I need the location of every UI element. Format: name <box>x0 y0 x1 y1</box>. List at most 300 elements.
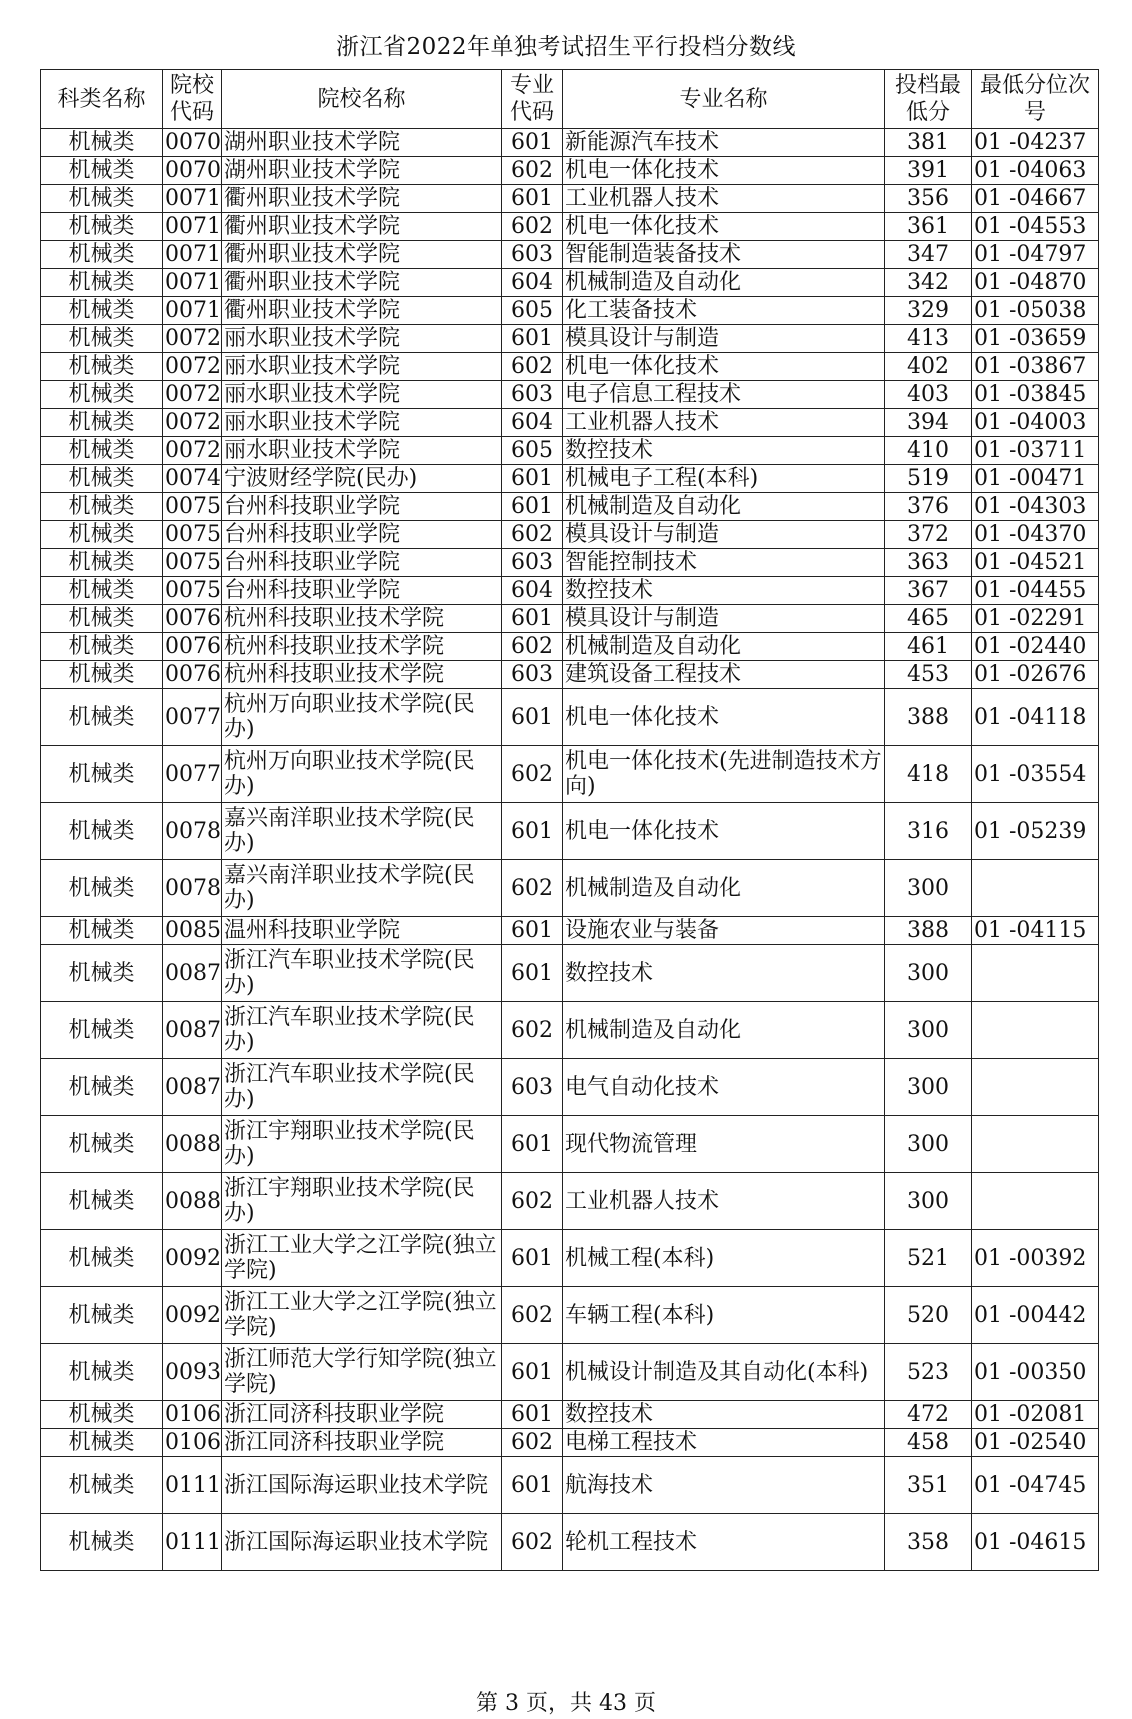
cell-major-name: 数控技术 <box>563 945 885 1002</box>
cell-school-name: 湖州职业技术学院 <box>222 157 502 185</box>
cell-min-rank: 01 -03659 <box>972 325 1099 353</box>
cell-min-rank: 01 -04870 <box>972 269 1099 297</box>
cell-major-name: 工业机器人技术 <box>563 409 885 437</box>
cell-category: 机械类 <box>41 353 163 381</box>
cell-school-code: 0088 <box>163 1173 222 1230</box>
cell-school-code: 0072 <box>163 353 222 381</box>
cell-category: 机械类 <box>41 1230 163 1287</box>
cell-major-name: 化工装备技术 <box>563 297 885 325</box>
cell-category: 机械类 <box>41 437 163 465</box>
cell-major-code: 602 <box>502 633 563 661</box>
cell-major-name: 数控技术 <box>563 437 885 465</box>
cell-school-name: 衢州职业技术学院 <box>222 241 502 269</box>
cell-major-code: 601 <box>502 917 563 945</box>
cell-category: 机械类 <box>41 493 163 521</box>
cell-school-name: 杭州万向职业技术学院(民办) <box>222 689 502 746</box>
cell-min-score: 363 <box>885 549 972 577</box>
cell-major-name: 智能控制技术 <box>563 549 885 577</box>
cell-major-code: 602 <box>502 1002 563 1059</box>
cell-min-rank: 01 -05038 <box>972 297 1099 325</box>
cell-school-code: 0092 <box>163 1230 222 1287</box>
cell-school-name: 湖州职业技术学院 <box>222 129 502 157</box>
cell-major-name: 新能源汽车技术 <box>563 129 885 157</box>
cell-major-name: 机械工程(本科) <box>563 1230 885 1287</box>
cell-min-rank: 01 -00392 <box>972 1230 1099 1287</box>
cell-school-code: 0075 <box>163 549 222 577</box>
cell-major-code: 602 <box>502 521 563 549</box>
table-row <box>41 746 1099 803</box>
cell-category: 机械类 <box>41 605 163 633</box>
cell-major-code: 601 <box>502 1116 563 1173</box>
cell-major-code: 604 <box>502 269 563 297</box>
cell-major-name: 机电一体化技术 <box>563 157 885 185</box>
cell-school-code: 0087 <box>163 1059 222 1116</box>
cell-min-rank: 01 -05239 <box>972 803 1099 860</box>
cell-school-name: 宁波财经学院(民办) <box>222 465 502 493</box>
cell-school-name: 台州科技职业学院 <box>222 493 502 521</box>
cell-category: 机械类 <box>41 577 163 605</box>
cell-school-code: 0076 <box>163 661 222 689</box>
cell-category: 机械类 <box>41 157 163 185</box>
table-row <box>41 1173 1099 1230</box>
table-body <box>41 129 1099 1571</box>
cell-min-rank: 01 -04237 <box>972 129 1099 157</box>
score-table <box>40 69 1099 1571</box>
cell-school-name: 杭州科技职业技术学院 <box>222 605 502 633</box>
cell-min-score: 403 <box>885 381 972 409</box>
cell-major-name: 数控技术 <box>563 577 885 605</box>
cell-min-score: 388 <box>885 689 972 746</box>
cell-min-score: 300 <box>885 1002 972 1059</box>
cell-min-score: 391 <box>885 157 972 185</box>
cell-min-score: 394 <box>885 409 972 437</box>
cell-category: 机械类 <box>41 409 163 437</box>
cell-min-rank: 01 -04118 <box>972 689 1099 746</box>
cell-major-code: 603 <box>502 661 563 689</box>
cell-major-name: 机械制造及自动化 <box>563 269 885 297</box>
cell-category: 机械类 <box>41 1287 163 1344</box>
cell-category: 机械类 <box>41 381 163 409</box>
cell-min-rank: 01 -03867 <box>972 353 1099 381</box>
cell-school-name: 浙江同济科技职业学院 <box>222 1401 502 1429</box>
table-row <box>41 1457 1099 1514</box>
cell-min-score: 381 <box>885 129 972 157</box>
cell-min-score: 316 <box>885 803 972 860</box>
cell-major-name: 工业机器人技术 <box>563 185 885 213</box>
cell-school-code: 0087 <box>163 945 222 1002</box>
cell-major-name: 轮机工程技术 <box>563 1514 885 1571</box>
cell-major-code: 601 <box>502 1457 563 1514</box>
header-major-code: 专业代码 <box>502 70 563 129</box>
cell-major-code: 602 <box>502 353 563 381</box>
cell-school-name: 嘉兴南洋职业技术学院(民办) <box>222 860 502 917</box>
cell-school-name: 丽水职业技术学院 <box>222 437 502 465</box>
cell-school-code: 0088 <box>163 1116 222 1173</box>
cell-min-rank: 01 -04455 <box>972 577 1099 605</box>
table-row <box>41 409 1099 437</box>
cell-major-name: 机械制造及自动化 <box>563 633 885 661</box>
cell-major-code: 603 <box>502 381 563 409</box>
cell-school-name: 浙江工业大学之江学院(独立学院) <box>222 1287 502 1344</box>
cell-school-code: 0075 <box>163 493 222 521</box>
cell-major-code: 601 <box>502 1230 563 1287</box>
cell-min-score: 372 <box>885 521 972 549</box>
cell-category: 机械类 <box>41 860 163 917</box>
cell-school-code: 0072 <box>163 437 222 465</box>
cell-school-name: 浙江工业大学之江学院(独立学院) <box>222 1230 502 1287</box>
cell-category: 机械类 <box>41 746 163 803</box>
table-row <box>41 465 1099 493</box>
cell-major-name: 数控技术 <box>563 1401 885 1429</box>
cell-category: 机械类 <box>41 1457 163 1514</box>
cell-category: 机械类 <box>41 213 163 241</box>
cell-min-rank: 01 -00350 <box>972 1344 1099 1401</box>
cell-major-name: 设施农业与装备 <box>563 917 885 945</box>
cell-school-code: 0106 <box>163 1429 222 1457</box>
cell-school-name: 浙江师范大学行知学院(独立学院) <box>222 1344 502 1401</box>
cell-major-code: 604 <box>502 409 563 437</box>
cell-school-code: 0072 <box>163 409 222 437</box>
table-row <box>41 1401 1099 1429</box>
table-row <box>41 689 1099 746</box>
cell-category: 机械类 <box>41 521 163 549</box>
cell-min-rank: 01 -00442 <box>972 1287 1099 1344</box>
cell-major-code: 601 <box>502 945 563 1002</box>
table-row <box>41 633 1099 661</box>
cell-min-rank <box>972 1059 1099 1116</box>
cell-school-name: 浙江国际海运职业技术学院 <box>222 1514 502 1571</box>
cell-min-score: 351 <box>885 1457 972 1514</box>
cell-min-score: 367 <box>885 577 972 605</box>
cell-school-code: 0072 <box>163 381 222 409</box>
cell-min-score: 300 <box>885 860 972 917</box>
table-row <box>41 1514 1099 1571</box>
cell-min-score: 413 <box>885 325 972 353</box>
cell-min-score: 523 <box>885 1344 972 1401</box>
table-row <box>41 213 1099 241</box>
cell-major-name: 机械设计制造及其自动化(本科) <box>563 1344 885 1401</box>
cell-min-rank: 01 -03554 <box>972 746 1099 803</box>
cell-major-code: 601 <box>502 605 563 633</box>
header-school-name: 院校名称 <box>222 70 502 129</box>
cell-min-score: 519 <box>885 465 972 493</box>
cell-min-score: 300 <box>885 1059 972 1116</box>
cell-school-code: 0072 <box>163 325 222 353</box>
cell-school-code: 0076 <box>163 605 222 633</box>
cell-school-name: 台州科技职业学院 <box>222 577 502 605</box>
cell-school-name: 衢州职业技术学院 <box>222 269 502 297</box>
cell-school-name: 衢州职业技术学院 <box>222 297 502 325</box>
cell-major-name: 机电一体化技术 <box>563 689 885 746</box>
cell-category: 机械类 <box>41 129 163 157</box>
cell-school-code: 0071 <box>163 185 222 213</box>
cell-min-rank: 01 -04370 <box>972 521 1099 549</box>
table-row <box>41 1344 1099 1401</box>
table-row <box>41 1429 1099 1457</box>
cell-school-name: 浙江同济科技职业学院 <box>222 1429 502 1457</box>
cell-major-code: 601 <box>502 325 563 353</box>
cell-major-name: 工业机器人技术 <box>563 1173 885 1230</box>
cell-school-code: 0077 <box>163 689 222 746</box>
table-row <box>41 1116 1099 1173</box>
cell-min-rank: 01 -02676 <box>972 661 1099 689</box>
cell-school-name: 衢州职业技术学院 <box>222 213 502 241</box>
table-row <box>41 129 1099 157</box>
cell-school-code: 0111 <box>163 1514 222 1571</box>
cell-school-name: 杭州科技职业技术学院 <box>222 633 502 661</box>
cell-min-score: 458 <box>885 1429 972 1457</box>
cell-min-score: 358 <box>885 1514 972 1571</box>
table-row <box>41 661 1099 689</box>
cell-school-code: 0106 <box>163 1401 222 1429</box>
cell-major-code: 603 <box>502 241 563 269</box>
cell-school-name: 台州科技职业学院 <box>222 549 502 577</box>
table-row <box>41 297 1099 325</box>
cell-category: 机械类 <box>41 1059 163 1116</box>
page-footer: 第 3 页，共 43 页 <box>476 1691 656 1716</box>
cell-min-score: 300 <box>885 1173 972 1230</box>
cell-major-name: 航海技术 <box>563 1457 885 1514</box>
cell-min-score: 521 <box>885 1230 972 1287</box>
cell-category: 机械类 <box>41 1429 163 1457</box>
cell-major-name: 机电一体化技术(先进制造技术方向) <box>563 746 885 803</box>
cell-category: 机械类 <box>41 269 163 297</box>
cell-school-name: 杭州万向职业技术学院(民办) <box>222 746 502 803</box>
cell-school-code: 0071 <box>163 213 222 241</box>
cell-min-score: 520 <box>885 1287 972 1344</box>
cell-min-score: 300 <box>885 1116 972 1173</box>
cell-category: 机械类 <box>41 689 163 746</box>
cell-major-code: 602 <box>502 1429 563 1457</box>
cell-min-score: 361 <box>885 213 972 241</box>
cell-category: 机械类 <box>41 297 163 325</box>
cell-school-code: 0078 <box>163 860 222 917</box>
cell-major-name: 电梯工程技术 <box>563 1429 885 1457</box>
cell-major-code: 601 <box>502 185 563 213</box>
cell-school-code: 0093 <box>163 1344 222 1401</box>
table-row <box>41 269 1099 297</box>
cell-major-name: 模具设计与制造 <box>563 521 885 549</box>
cell-major-name: 机械制造及自动化 <box>563 493 885 521</box>
cell-category: 机械类 <box>41 1002 163 1059</box>
cell-min-rank: 01 -04003 <box>972 409 1099 437</box>
cell-school-name: 浙江宇翔职业技术学院(民办) <box>222 1116 502 1173</box>
cell-min-score: 472 <box>885 1401 972 1429</box>
cell-major-name: 机电一体化技术 <box>563 213 885 241</box>
cell-min-rank <box>972 1173 1099 1230</box>
cell-school-name: 杭州科技职业技术学院 <box>222 661 502 689</box>
cell-major-name: 建筑设备工程技术 <box>563 661 885 689</box>
cell-category: 机械类 <box>41 465 163 493</box>
cell-school-name: 浙江汽车职业技术学院(民办) <box>222 1002 502 1059</box>
cell-school-name: 台州科技职业学院 <box>222 521 502 549</box>
cell-min-rank: 01 -03711 <box>972 437 1099 465</box>
header-min-rank: 最低分位次号 <box>972 70 1099 129</box>
cell-school-code: 0071 <box>163 269 222 297</box>
cell-min-rank: 01 -04615 <box>972 1514 1099 1571</box>
cell-school-name: 丽水职业技术学院 <box>222 409 502 437</box>
cell-min-rank: 01 -04521 <box>972 549 1099 577</box>
cell-category: 机械类 <box>41 549 163 577</box>
cell-major-code: 602 <box>502 213 563 241</box>
cell-major-name: 模具设计与制造 <box>563 605 885 633</box>
cell-school-code: 0085 <box>163 917 222 945</box>
cell-school-code: 0092 <box>163 1287 222 1344</box>
cell-min-score: 453 <box>885 661 972 689</box>
cell-min-rank: 01 -04115 <box>972 917 1099 945</box>
table-row <box>41 577 1099 605</box>
cell-category: 机械类 <box>41 1344 163 1401</box>
table-row <box>41 437 1099 465</box>
cell-school-code: 0075 <box>163 521 222 549</box>
cell-category: 机械类 <box>41 1173 163 1230</box>
cell-major-name: 现代物流管理 <box>563 1116 885 1173</box>
cell-category: 机械类 <box>41 803 163 860</box>
table-row <box>41 325 1099 353</box>
page-title: 浙江省2022年单独考试招生平行投档分数线 <box>335 34 797 60</box>
cell-school-code: 0074 <box>163 465 222 493</box>
cell-school-name: 浙江汽车职业技术学院(民办) <box>222 1059 502 1116</box>
cell-min-rank: 01 -04303 <box>972 493 1099 521</box>
cell-major-code: 601 <box>502 1401 563 1429</box>
cell-school-code: 0075 <box>163 577 222 605</box>
cell-school-name: 嘉兴南洋职业技术学院(民办) <box>222 803 502 860</box>
header-row <box>41 70 1099 129</box>
cell-school-code: 0070 <box>163 157 222 185</box>
cell-min-score: 418 <box>885 746 972 803</box>
cell-major-code: 603 <box>502 1059 563 1116</box>
cell-min-score: 410 <box>885 437 972 465</box>
cell-major-code: 603 <box>502 549 563 577</box>
cell-major-code: 602 <box>502 860 563 917</box>
cell-min-rank: 01 -04745 <box>972 1457 1099 1514</box>
cell-category: 机械类 <box>41 241 163 269</box>
header-category: 科类名称 <box>41 70 163 129</box>
table-row <box>41 157 1099 185</box>
cell-school-name: 丽水职业技术学院 <box>222 325 502 353</box>
cell-major-code: 602 <box>502 1287 563 1344</box>
table-row <box>41 917 1099 945</box>
cell-major-name: 模具设计与制造 <box>563 325 885 353</box>
table-row <box>41 241 1099 269</box>
table-row <box>41 1002 1099 1059</box>
cell-category: 机械类 <box>41 325 163 353</box>
cell-min-rank <box>972 860 1099 917</box>
header-major-name: 专业名称 <box>563 70 885 129</box>
cell-category: 机械类 <box>41 945 163 1002</box>
cell-major-code: 602 <box>502 157 563 185</box>
cell-min-rank: 01 -04797 <box>972 241 1099 269</box>
cell-major-code: 601 <box>502 803 563 860</box>
cell-school-code: 0070 <box>163 129 222 157</box>
cell-major-name: 车辆工程(本科) <box>563 1287 885 1344</box>
cell-min-rank <box>972 945 1099 1002</box>
table-row <box>41 381 1099 409</box>
cell-major-code: 605 <box>502 297 563 325</box>
table-row <box>41 1059 1099 1116</box>
cell-school-name: 丽水职业技术学院 <box>222 381 502 409</box>
cell-major-code: 602 <box>502 1514 563 1571</box>
table-row <box>41 860 1099 917</box>
cell-major-code: 605 <box>502 437 563 465</box>
cell-min-score: 347 <box>885 241 972 269</box>
cell-major-name: 机电一体化技术 <box>563 353 885 381</box>
cell-min-score: 329 <box>885 297 972 325</box>
cell-min-rank: 01 -02291 <box>972 605 1099 633</box>
cell-major-code: 602 <box>502 746 563 803</box>
cell-school-code: 0087 <box>163 1002 222 1059</box>
cell-major-name: 机械电子工程(本科) <box>563 465 885 493</box>
cell-major-name: 机械制造及自动化 <box>563 860 885 917</box>
cell-major-code: 602 <box>502 1173 563 1230</box>
table-row <box>41 945 1099 1002</box>
cell-major-name: 智能制造装备技术 <box>563 241 885 269</box>
cell-school-name: 浙江宇翔职业技术学院(民办) <box>222 1173 502 1230</box>
cell-min-rank: 01 -03845 <box>972 381 1099 409</box>
table-row <box>41 493 1099 521</box>
cell-min-rank: 01 -00471 <box>972 465 1099 493</box>
cell-school-name: 温州科技职业学院 <box>222 917 502 945</box>
cell-school-code: 0071 <box>163 297 222 325</box>
cell-min-rank: 01 -04667 <box>972 185 1099 213</box>
cell-min-score: 465 <box>885 605 972 633</box>
cell-min-rank <box>972 1002 1099 1059</box>
cell-category: 机械类 <box>41 1401 163 1429</box>
cell-category: 机械类 <box>41 633 163 661</box>
cell-major-code: 601 <box>502 493 563 521</box>
cell-major-name: 机电一体化技术 <box>563 803 885 860</box>
cell-min-score: 342 <box>885 269 972 297</box>
cell-min-score: 388 <box>885 917 972 945</box>
cell-major-name: 电子信息工程技术 <box>563 381 885 409</box>
cell-school-code: 0077 <box>163 746 222 803</box>
table-row <box>41 353 1099 381</box>
table-row <box>41 549 1099 577</box>
cell-min-score: 356 <box>885 185 972 213</box>
cell-category: 机械类 <box>41 917 163 945</box>
cell-min-score: 376 <box>885 493 972 521</box>
table-row <box>41 1230 1099 1287</box>
cell-min-rank: 01 -04553 <box>972 213 1099 241</box>
table-row <box>41 521 1099 549</box>
cell-major-code: 604 <box>502 577 563 605</box>
cell-min-rank: 01 -02440 <box>972 633 1099 661</box>
cell-category: 机械类 <box>41 1514 163 1571</box>
cell-major-code: 601 <box>502 129 563 157</box>
cell-min-rank: 01 -02081 <box>972 1401 1099 1429</box>
cell-school-code: 0076 <box>163 633 222 661</box>
cell-min-rank: 01 -04063 <box>972 157 1099 185</box>
cell-major-code: 601 <box>502 1344 563 1401</box>
cell-major-code: 601 <box>502 465 563 493</box>
cell-category: 机械类 <box>41 1116 163 1173</box>
table-row <box>41 803 1099 860</box>
cell-major-code: 601 <box>502 689 563 746</box>
cell-school-name: 衢州职业技术学院 <box>222 185 502 213</box>
cell-major-name: 电气自动化技术 <box>563 1059 885 1116</box>
cell-min-score: 402 <box>885 353 972 381</box>
cell-min-rank <box>972 1116 1099 1173</box>
header-min-score: 投档最低分 <box>885 70 972 129</box>
cell-min-rank: 01 -02540 <box>972 1429 1099 1457</box>
cell-school-name: 浙江国际海运职业技术学院 <box>222 1457 502 1514</box>
cell-school-name: 浙江汽车职业技术学院(民办) <box>222 945 502 1002</box>
cell-category: 机械类 <box>41 185 163 213</box>
header-school-code: 院校代码 <box>163 70 222 129</box>
cell-min-score: 300 <box>885 945 972 1002</box>
cell-school-code: 0111 <box>163 1457 222 1514</box>
cell-category: 机械类 <box>41 661 163 689</box>
